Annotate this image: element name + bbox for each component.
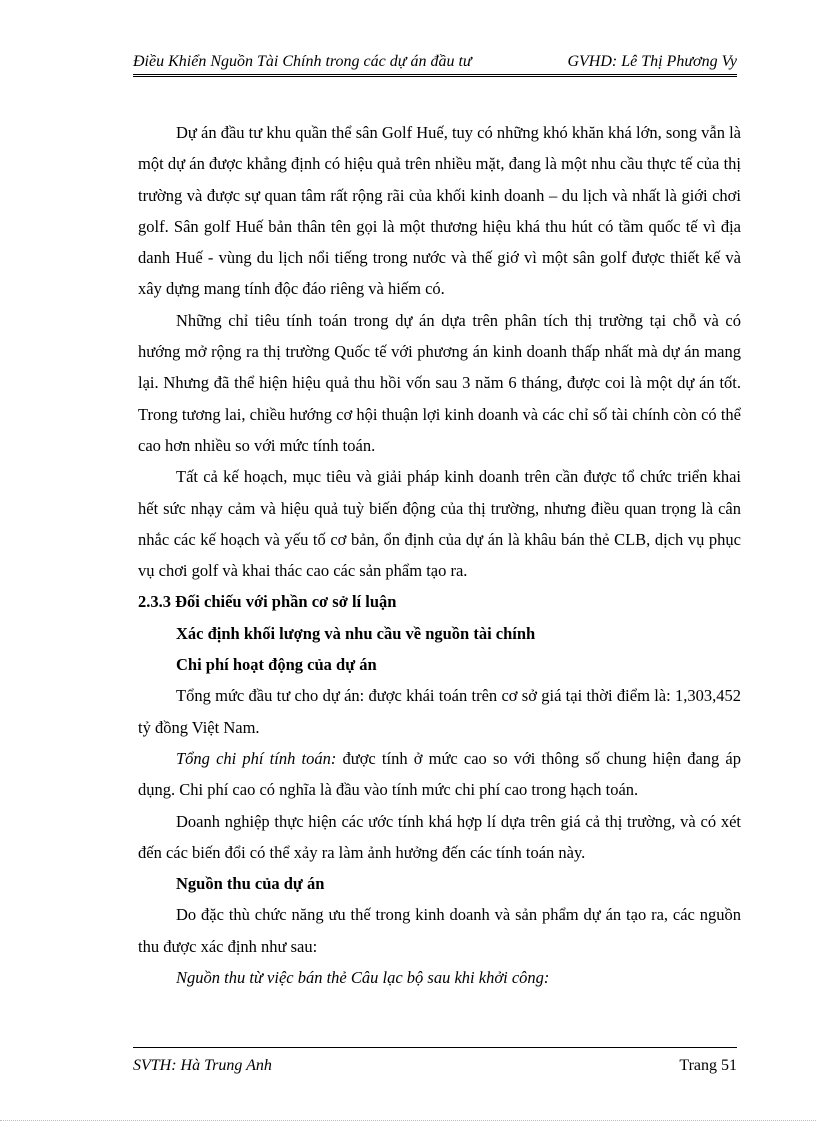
total-cost-lead: Tổng chi phí tính toán: — [176, 748, 337, 768]
document-body — [138, 117, 741, 993]
subheading-project-revenue: Nguồn thu của dự án — [176, 874, 325, 894]
paragraph-enterprise-estimates: Doanh nghiệp thực hiện các ước tính khá hợp lí dựa trên giá cả thị trường, và có xét đến các biến đổi có thể xảy ra làm ảnh hưởng đến các tính toán này. — [138, 811, 741, 862]
page-bottom-edge — [0, 1120, 816, 1121]
page-header — [133, 50, 737, 77]
paragraph-revenue-sources: Do đặc thù chức năng ưu thế trong kinh doanh và sản phẩm dự án tạo ra, các nguồn thu được xác định như sau: — [138, 905, 741, 956]
footer-page-number: Trang 51 — [679, 1057, 737, 1074]
paragraph-business-plan: Tất cả kế hoạch, mục tiêu và giải pháp kinh doanh trên cần được tổ chức triển khai hết sức nhạy cảm và hiệu quả tuỳ biến động của thị trường, nhưng điều quan trọng là cân nhắc các kế hoạch và yếu tố cơ bản, ổn định của dự án là khâu bán thẻ CLB, dịch vụ phục vụ chơi golf và khai thác cao các sản phẩm tạo ra. — [138, 467, 741, 581]
section-heading — [138, 586, 741, 617]
total-cost-text: được tính ở mức cao so với thông số chung hiện đang áp dụng. Chi phí cao có nghĩa là đầu vào tính mức chi phí cao trong hạch toán. — [138, 748, 742, 800]
subheading-operating-costs: Chi phí hoạt động của dự án — [176, 655, 377, 675]
paragraph-total-investment: Tổng mức đầu tư cho dự án: được khái toán trên cơ sở giá tại thời điểm là: 1,303,452 tỷ đồng Việt Nam. — [138, 686, 741, 737]
section-heading-text: 2.3.3 Đối chiếu với phần cơ sở lí luận — [138, 592, 397, 612]
header-document-title: Điều Khiển Nguồn Tài Chính trong các dự án đầu tư — [133, 53, 472, 70]
paragraph-project-indicators: Những chỉ tiêu tính toán trong dự án dựa trên phân tích thị trường tại chỗ và có hướng mở rộng ra thị trường Quốc tế với phương án kinh doanh thấp nhất mà dự án mang lại. Nhưng đã thể hiện hiệu quả thu hồi vốn sau 3 năm 6 tháng, được coi là một dự án tốt. Trong tương lai, chiều hướng cơ hội thuận lợi kinh doanh và các chỉ số tài chính còn có thể cao hơn nhiều so với mức tính toán. — [138, 310, 741, 455]
page-footer — [133, 1047, 737, 1076]
paragraph-total-cost — [138, 743, 741, 806]
paragraph-club-card-revenue: Nguồn thu từ việc bán thẻ Câu lạc bộ sau khi khởi công: — [176, 968, 550, 988]
subheading-financial-needs: Xác định khối lượng và nhu cầu về nguồn tài chính — [176, 623, 536, 643]
footer-student: SVTH: Hà Trung Anh — [133, 1057, 272, 1074]
paragraph-golf-project-overview: Dự án đầu tư khu quần thể sân Golf Huế, tuy có những khó khăn khá lớn, song vẫn là một dự án được khẳng định có hiệu quả trên nhiều mặt, đang là một nhu cầu thực tế của thị trường và được sự quan tâm rất rộng rãi của khối kinh doanh – du lịch và nhất là giới chơi golf. Sân golf Huế bản thân tên gọi là một thương hiệu khá thu hút có tầm quốc tế vì địa danh Huế - vùng du lịch nổi tiếng trong nước và thế giớ vì một sân golf được thiết kế và xây dựng mang tính độc đáo riêng và hiếm có. — [138, 123, 741, 299]
header-advisor: GVHD: Lê Thị Phương Vy — [567, 53, 737, 70]
